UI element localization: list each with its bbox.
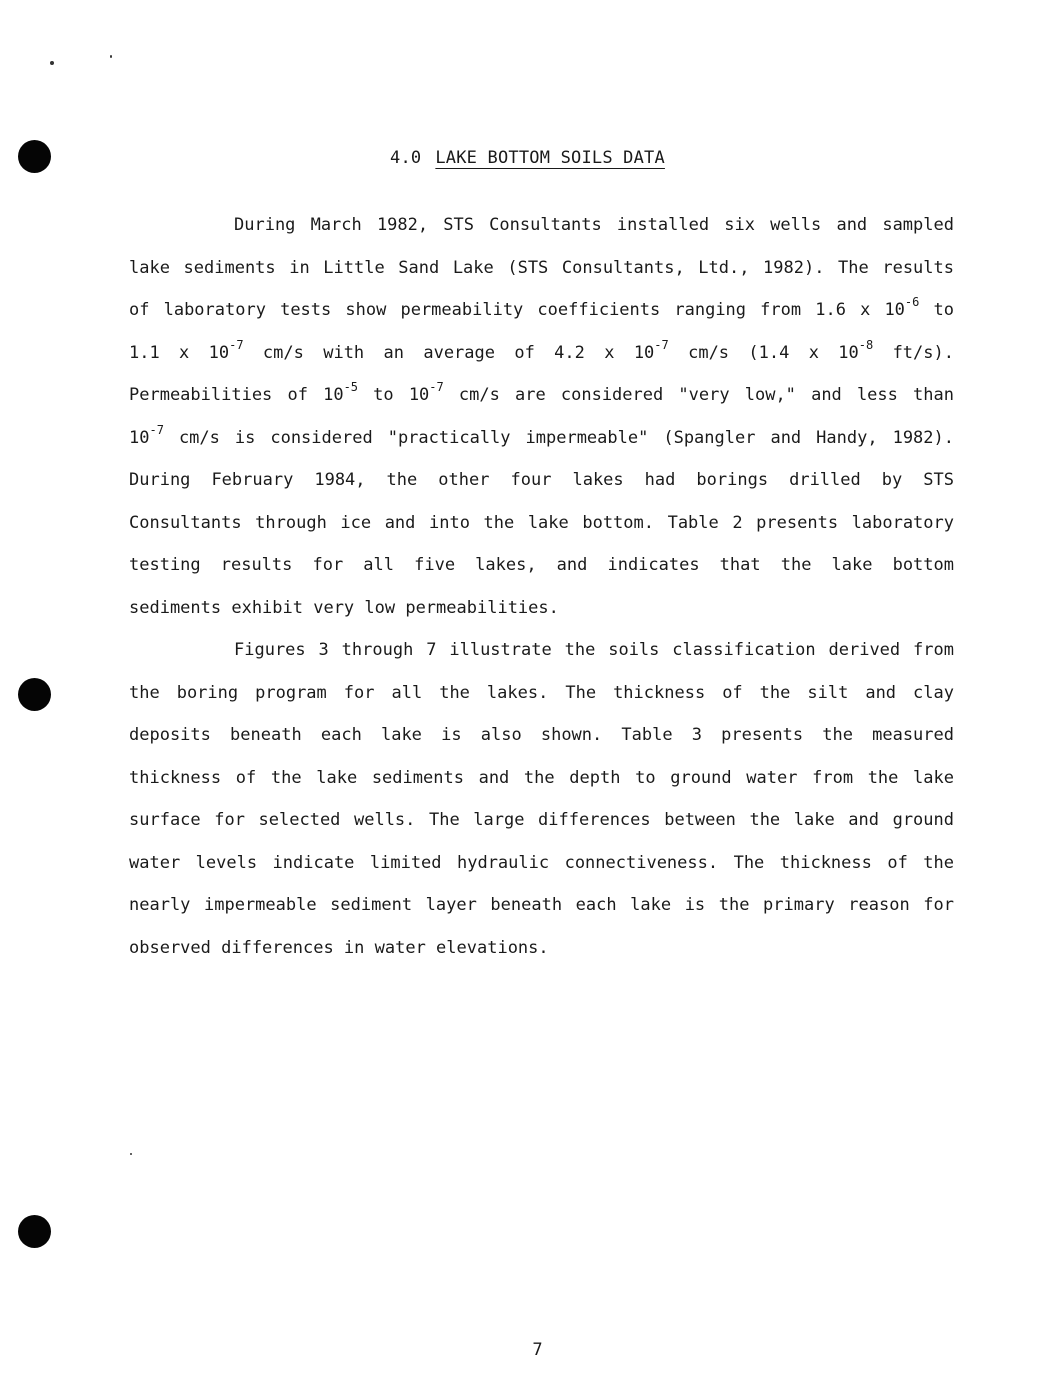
text-line: thickness of the lake sediments and the depth to ground water from the lake — [129, 767, 954, 788]
exponent: -5 — [343, 380, 359, 394]
text-line: the boring program for all the lakes. The thickness of the silt and clay — [129, 682, 954, 703]
text-line: lake sediments in Little Sand Lake (STS Consultants, Ltd., 1982). The results — [129, 257, 954, 278]
text-line: During March 1982, STS Consultants installed six wells and sampled — [234, 215, 954, 235]
exponent: -7 — [429, 380, 444, 394]
text-line: Figures 3 through 7 illustrate the soils classification derived from — [234, 640, 954, 660]
text-line: $10^{-7}$ cm/s is considered "practically impermeable" (Spangler and Handy, 1982). — [129, 422, 954, 448]
text-line: of laboratory tests show permeability coefficients ranging from 1.6 x $10^{-6}$ to — [129, 295, 954, 320]
paragraph-1 — [129, 204, 954, 969]
page-number: 7 — [532, 1340, 543, 1360]
scan-speck — [50, 61, 54, 65]
text-line: deposits beneath each lake is also shown. Table 3 presents the measured — [129, 725, 954, 745]
punch-hole-bottom — [18, 1215, 51, 1248]
section-number: 4.0 — [390, 148, 422, 168]
exponent: -7 — [654, 337, 669, 352]
scan-speck — [110, 55, 112, 58]
text-line: Consultants through ice and into the lake bottom. Table 2 presents laboratory — [129, 512, 954, 533]
exponent: -8 — [858, 337, 874, 352]
text-line: Permeabilities of $10^{-5}$ to $10^{-7}$ cm/s are considered "very low," and less than — [129, 380, 954, 405]
text-line: water levels indicate limited hydraulic connectiveness. The thickness of the — [129, 852, 954, 873]
text-line: During February 1984, the other four lakes had borings drilled by STS — [129, 470, 954, 490]
text-line: nearly impermeable sediment layer beneath each lake is the primary reason for — [129, 895, 954, 915]
text-line: observed differences in water elevations. — [129, 937, 549, 958]
exponent: -6 — [904, 295, 920, 309]
punch-hole-middle — [18, 678, 51, 711]
scan-speck — [130, 1153, 132, 1155]
section-heading — [0, 148, 1055, 168]
text-line: testing results for all five lakes, and indicates that the lake bottom — [129, 555, 954, 575]
text-line: sediments exhibit very low permeabilities. — [129, 597, 559, 618]
exponent: -7 — [229, 337, 244, 352]
text-line: 1.1 x $10^{-7}$ cm/s with an average of 4.2 x $10^{-7}$ cm/s (1.4 x $10^{-8}$ ft/s). — [129, 337, 954, 363]
text-line: surface for selected wells. The large differences between the lake and ground — [129, 810, 954, 830]
paragraph-2 — [129, 629, 954, 969]
exponent: -7 — [149, 422, 164, 437]
section-title: LAKE BOTTOM SOILS DATA — [435, 148, 665, 168]
